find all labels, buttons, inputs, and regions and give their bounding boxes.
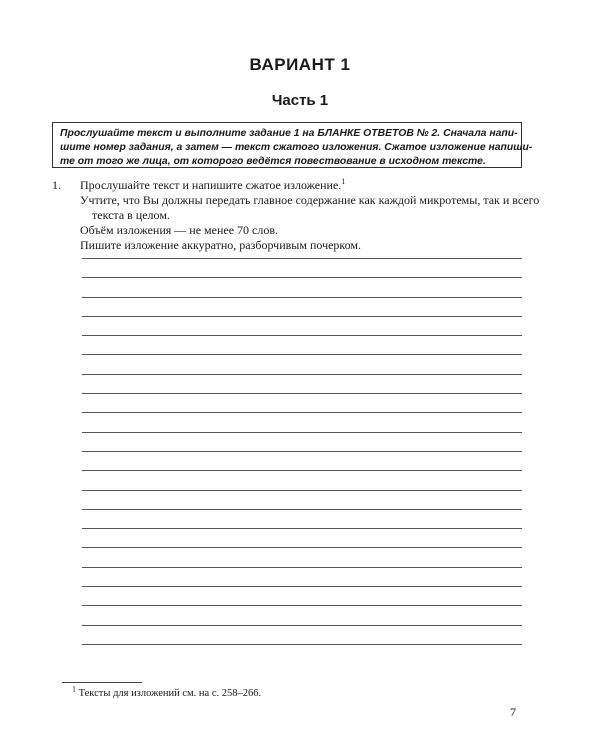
part-title: Часть 1 [271, 92, 329, 109]
task-number: 1. [52, 178, 61, 192]
writing-line[interactable] [82, 625, 522, 626]
writing-line[interactable] [82, 451, 522, 452]
page-number: 7 [510, 705, 516, 719]
writing-line[interactable] [82, 316, 522, 317]
task-line: Объём изложения — не менее 70 слов. [80, 223, 278, 237]
writing-line[interactable] [82, 432, 522, 433]
task-body [80, 178, 540, 253]
footnote-text: Тексты для изложений см. на с. 258–266. [76, 688, 262, 699]
writing-line[interactable] [82, 567, 522, 568]
writing-area[interactable] [82, 258, 522, 663]
task-line: текста в целом. [92, 208, 170, 222]
task-line: Учтите, что Вы должны передать главное содержание как каждой микротемы, так и всего [80, 193, 540, 207]
instruction-box [52, 122, 533, 168]
writing-line[interactable] [82, 605, 522, 606]
footnote-mark: 1 [341, 177, 346, 186]
footnote-number: 1 [72, 684, 76, 694]
instruction-line: Прослушайте текст и выполните задание 1 на БЛАНКЕ ОТВЕТОВ № 2. Сначала напи- [60, 128, 518, 139]
writing-line[interactable] [82, 354, 522, 355]
writing-line[interactable] [82, 374, 522, 375]
writing-line[interactable] [82, 470, 522, 471]
writing-line[interactable] [82, 258, 522, 259]
writing-line[interactable] [82, 528, 522, 529]
writing-line[interactable] [82, 490, 522, 491]
writing-line[interactable] [82, 335, 522, 336]
instruction-line: те от того же лица, от которого ведётся повествование в исходном тексте. [60, 156, 486, 167]
variant-title: ВАРИАНТ 1 [249, 55, 351, 74]
writing-line[interactable] [82, 412, 522, 413]
task-first-line [80, 178, 540, 193]
writing-line[interactable] [82, 509, 522, 510]
footnote-divider [62, 682, 142, 683]
task-line: Пишите изложение аккуратно, разборчивым почерком. [80, 238, 362, 252]
writing-line[interactable] [82, 277, 522, 278]
writing-line[interactable] [82, 644, 522, 645]
instruction-line: шите номер задания, а затем — текст сжатого изложения. Сжатое изложение напиши- [60, 142, 533, 153]
footnote [72, 684, 262, 699]
writing-line[interactable] [82, 547, 522, 548]
task-first-line-text: Прослушайте текст и напишите сжатое изложение. [80, 178, 342, 192]
writing-line[interactable] [82, 297, 522, 298]
writing-line[interactable] [82, 393, 522, 394]
writing-line[interactable] [82, 586, 522, 587]
